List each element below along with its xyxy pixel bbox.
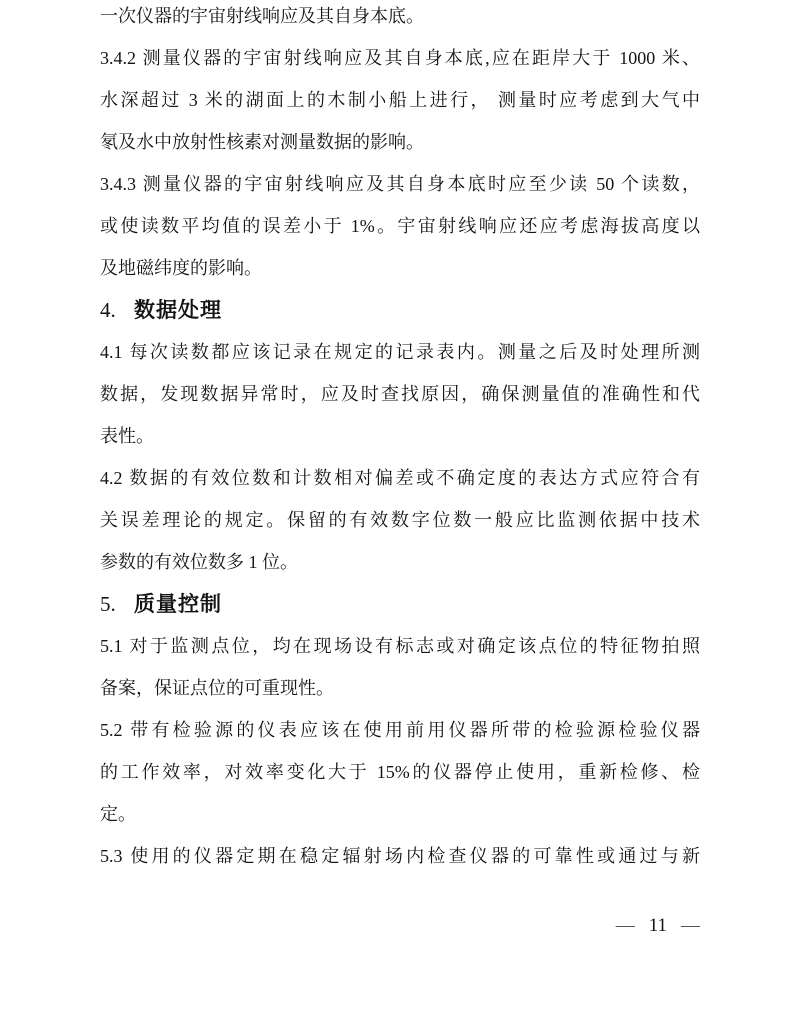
- text-line: 关误差理论的规定。保留的有效数字位数一般应比监测依据中技术: [100, 510, 700, 530]
- text-line: 定。: [100, 804, 136, 824]
- text-line: 参数的有效位数多 1 位。: [100, 552, 298, 572]
- text-line: 4.2 数据的有效位数和计数相对偏差或不确定度的表达方式应符合有: [100, 468, 700, 488]
- section-number: 4.: [100, 298, 116, 322]
- text-line: 5.2 带有检验源的仪表应该在使用前用仪器所带的检验源检验仪器: [100, 720, 700, 740]
- text-line: 一次仪器的宇宙射线响应及其自身本底。: [100, 6, 424, 26]
- text-line: 数据，发现数据异常时，应及时查找原因，确保测量值的准确性和代: [100, 384, 700, 404]
- text-line: 及地磁纬度的影响。: [100, 258, 262, 278]
- text-line: 4.1 每次读数都应该记录在规定的记录表内。测量之后及时处理所测: [100, 342, 700, 362]
- text-line: 或使读数平均值的误差小于 1%。宇宙射线响应还应考虑海拔高度以: [100, 216, 700, 236]
- footer-dash-right: —: [681, 915, 700, 936]
- footer-dash-left: —: [615, 915, 635, 936]
- text-line: 的工作效率，对效率变化大于 15%的仪器停止使用，重新检修、检: [100, 762, 700, 782]
- document-body: [100, 0, 700, 877]
- text-line: 5.1 对于监测点位，均在现场设有标志或对确定该点位的特征物拍照: [100, 636, 700, 656]
- text-line: 备案，保证点位的可重现性。: [100, 678, 334, 698]
- text-line: 表性。: [100, 426, 154, 446]
- section-heading-quality-control: [100, 583, 700, 625]
- section-heading-data-processing: [100, 289, 700, 331]
- text-line: 5.3 使用的仪器定期在稳定辐射场内检查仪器的可靠性或通过与新: [100, 846, 700, 866]
- section-title: 数据处理: [134, 298, 222, 322]
- text-line: 水深超过 3 米的湖面上的木制小船上进行， 测量时应考虑到大气中: [100, 90, 700, 110]
- page-number: 11: [648, 915, 667, 936]
- page-footer: [100, 912, 700, 940]
- section-number: 5.: [100, 592, 116, 616]
- text-line: 氡及水中放射性核素对测量数据的影响。: [100, 132, 424, 152]
- section-title: 质量控制: [134, 592, 222, 616]
- text-line: 3.4.2 测量仪器的宇宙射线响应及其自身本底,应在距岸大于 1000 米、: [100, 48, 700, 68]
- text-line: 3.4.3 测量仪器的宇宙射线响应及其自身本底时应至少读 50 个读数，: [100, 174, 700, 194]
